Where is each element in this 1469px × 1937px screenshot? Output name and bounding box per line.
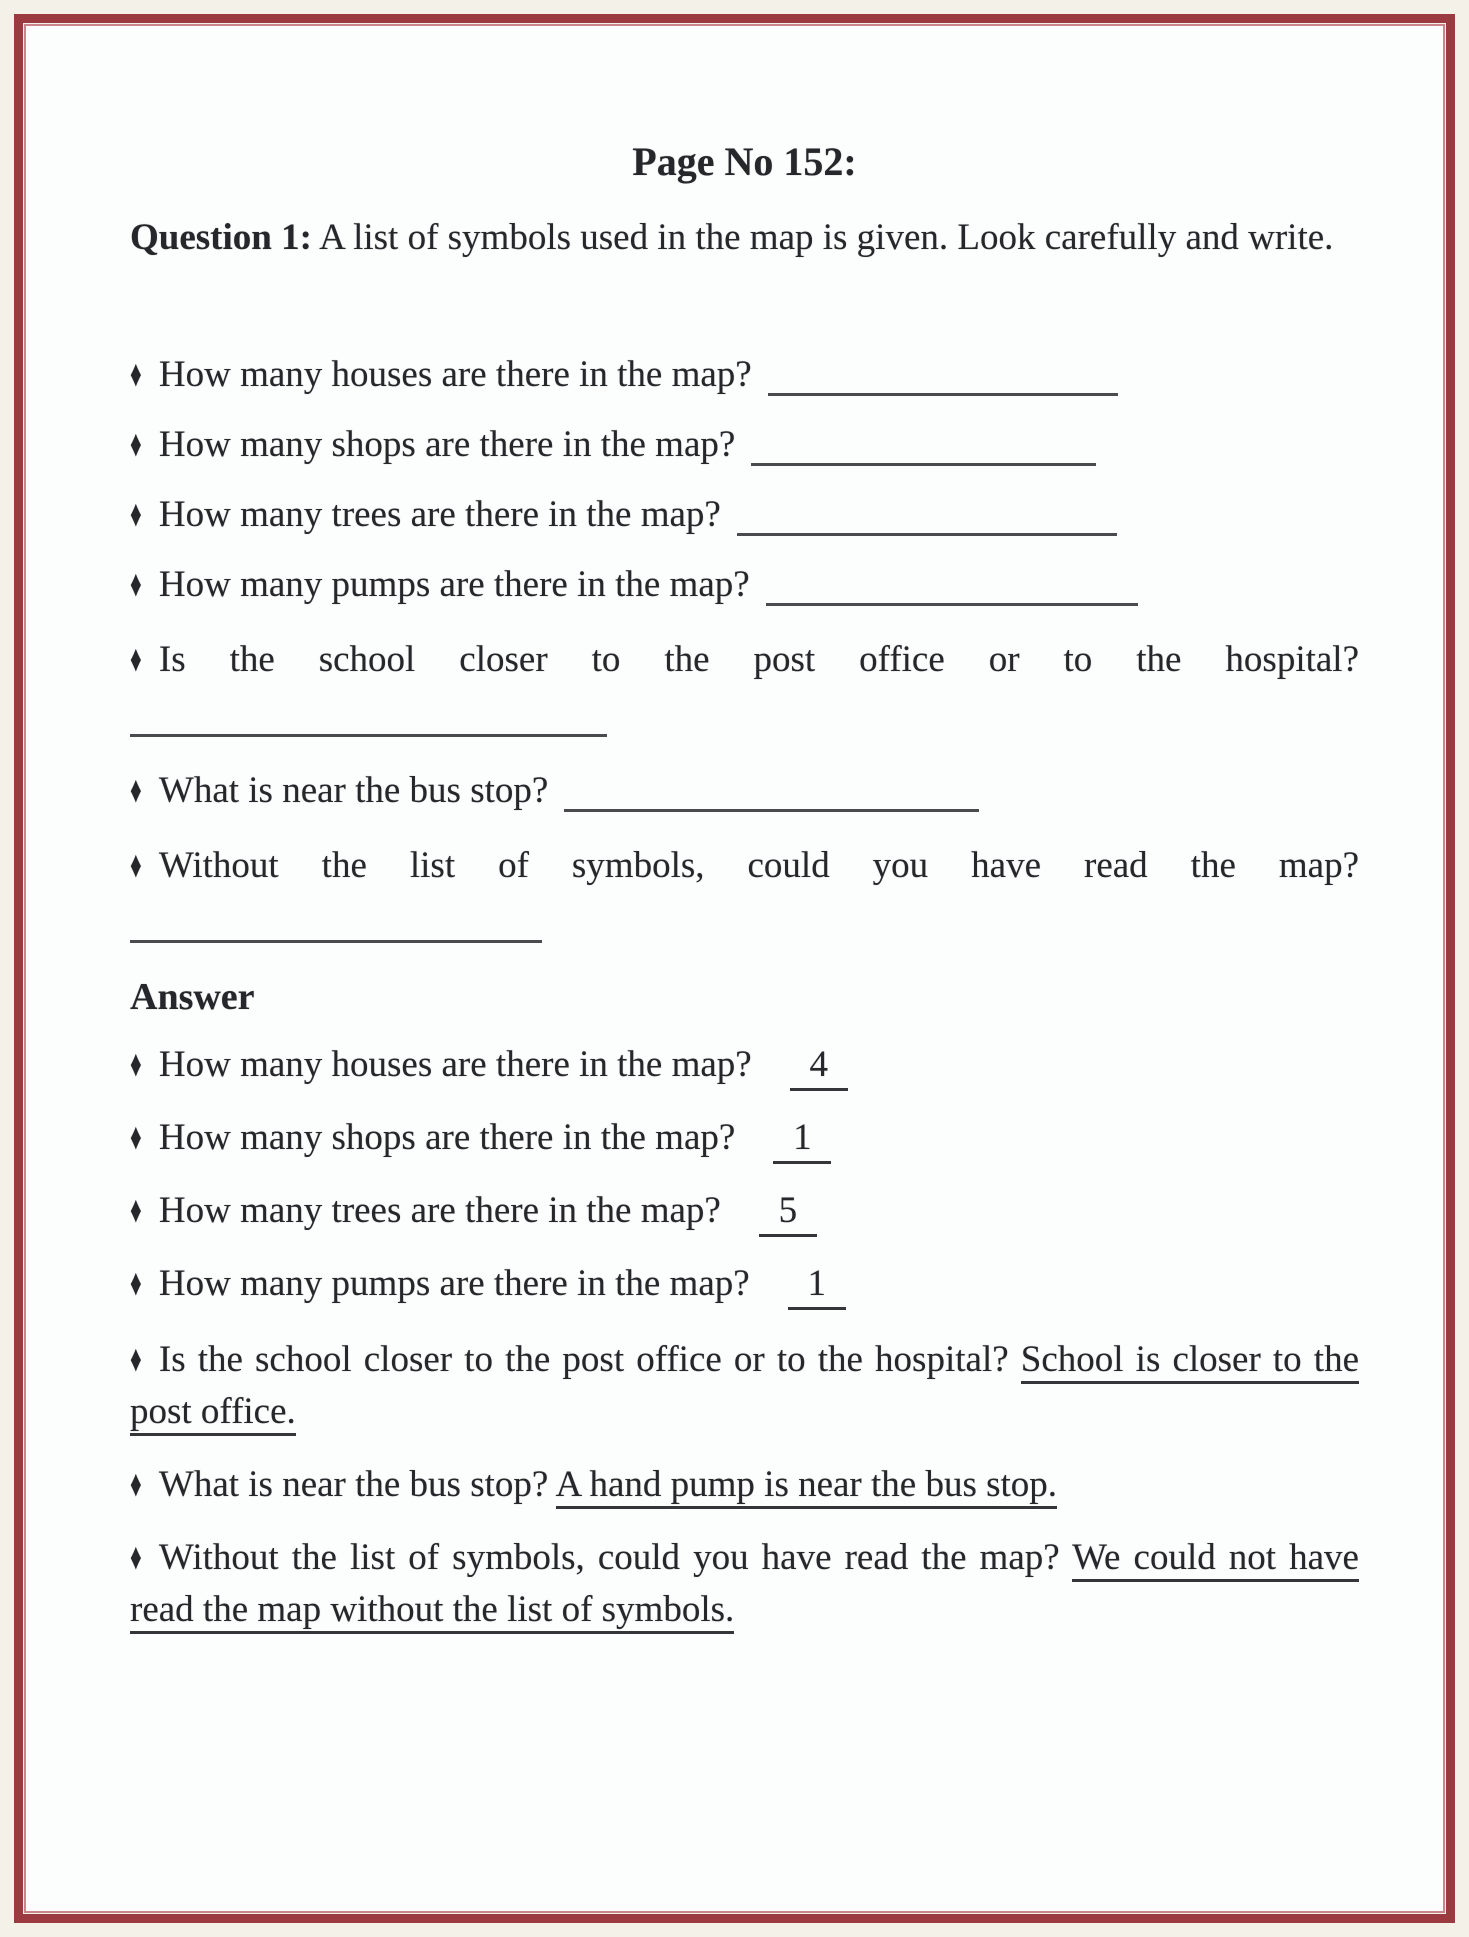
answer-blank-line: [768, 393, 1118, 396]
answer-item-school: [130, 1334, 1359, 1438]
answer-blank-line: [564, 809, 979, 812]
question-item-text: How many houses are there in the map?: [158, 354, 752, 395]
page-border-outer: [14, 14, 1455, 1923]
diamond-bullet-icon: ♦: [130, 1263, 142, 1304]
question-item-bus-stop: [130, 768, 1359, 814]
question-item-school: [130, 632, 1359, 744]
diamond-bullet-icon: ♦: [130, 1339, 142, 1380]
question-item-text: How many pumps are there in the map?: [158, 564, 750, 605]
answer-value: 4: [790, 1042, 848, 1091]
diamond-bullet-icon: ♦: [130, 1117, 142, 1158]
answer-list: [130, 1042, 1359, 1636]
question-intro-text: A list of symbols used in the map is given. Look carefully and write.: [319, 217, 1334, 258]
question-item-houses: [130, 352, 1359, 398]
diamond-bullet-icon: ♦: [130, 564, 142, 605]
answer-item-bus-stop: [130, 1462, 1359, 1508]
answer-blank-line: [130, 734, 607, 737]
answer-heading: Answer: [130, 976, 255, 1018]
question-item-shops: [130, 422, 1359, 468]
question-item-symbols: [130, 838, 1359, 950]
document-content: [26, 26, 1443, 1636]
diamond-bullet-icon: ♦: [130, 770, 142, 811]
answer-question-text: Is the school closer to the post office or to the hospital?: [158, 1339, 1009, 1380]
question-item-text: How many trees are there in the map?: [158, 494, 721, 535]
answer-sentence: We could not have read the map without the list of symbols.: [130, 1537, 1359, 1634]
answer-item-trees: [130, 1188, 1359, 1237]
answer-question-text: How many shops are there in the map?: [158, 1117, 736, 1158]
question-list: [130, 352, 1359, 950]
question-item-trees: [130, 492, 1359, 538]
answer-value: 1: [788, 1261, 846, 1310]
diamond-bullet-icon: ♦: [130, 1190, 142, 1231]
diamond-bullet-icon: ♦: [130, 845, 142, 886]
answer-blank-line: [130, 940, 542, 943]
diamond-bullet-icon: ♦: [130, 1537, 142, 1578]
answer-item-houses: [130, 1042, 1359, 1091]
question-item-text: What is near the bus stop?: [158, 770, 549, 811]
answer-item-symbols: [130, 1532, 1359, 1636]
question-item-text: Without the list of symbols, could you have read the map?: [158, 845, 1359, 886]
answer-sentence: A hand pump is near the bus stop.: [556, 1464, 1058, 1509]
question-label: Question 1:: [130, 217, 312, 258]
answer-question-text: What is near the bus stop?: [158, 1464, 549, 1505]
diamond-bullet-icon: ♦: [130, 494, 142, 535]
diamond-bullet-icon: ♦: [130, 424, 142, 465]
question-item-pumps: [130, 562, 1359, 608]
answer-blank-line: [751, 463, 1096, 466]
answer-blank-line: [766, 603, 1138, 606]
diamond-bullet-icon: ♦: [130, 1044, 142, 1085]
question-paragraph: [130, 212, 1359, 264]
answer-item-shops: [130, 1115, 1359, 1164]
answer-question-text: How many houses are there in the map?: [158, 1044, 752, 1085]
answer-sentence: School is closer to the post office.: [130, 1339, 1359, 1436]
answer-item-pumps: [130, 1261, 1359, 1310]
diamond-bullet-icon: ♦: [130, 354, 142, 395]
answer-question-text: How many pumps are there in the map?: [158, 1263, 750, 1304]
answer-value: 1: [773, 1115, 831, 1164]
answer-value: 5: [759, 1188, 817, 1237]
answer-question-text: Without the list of symbols, could you have read the map?: [158, 1537, 1060, 1578]
page-title: Page No 152:: [632, 139, 857, 184]
answer-question-text: How many trees are there in the map?: [158, 1190, 721, 1231]
page-border-inner: [24, 24, 1445, 1913]
question-item-text: How many shops are there in the map?: [158, 424, 736, 465]
diamond-bullet-icon: ♦: [130, 639, 142, 680]
answer-blank-line: [737, 533, 1117, 536]
question-item-text: Is the school closer to the post office or to the hospital?: [158, 639, 1359, 680]
diamond-bullet-icon: ♦: [130, 1464, 142, 1505]
